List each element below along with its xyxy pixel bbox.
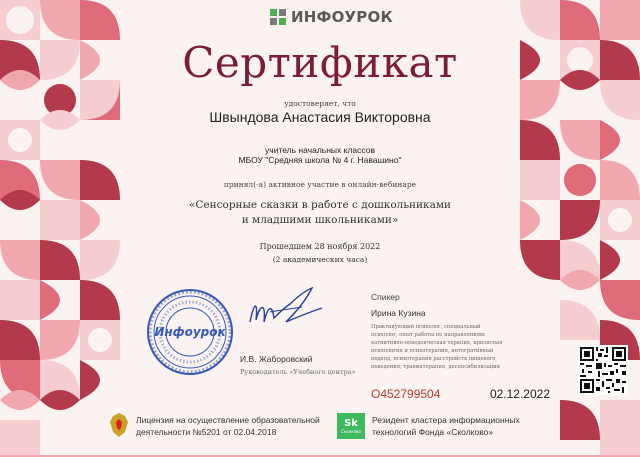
webinar-title-line2: и младшими школьниками» — [241, 214, 399, 226]
webinar-title-line1: «Сенсорные сказки в работе с дошкольниками — [188, 199, 452, 211]
speaker-bio-line: поведения, травматерапия, десенсибилизация — [371, 364, 500, 370]
speaker-bio-line: психология и психотерапия, интегративный — [371, 348, 494, 354]
director-title: Руководитель «Учебного центра» — [240, 368, 356, 376]
speaker-bio-line: подход, психотерапия расстройств пищевого — [371, 356, 496, 362]
skolkovo-logo — [337, 413, 365, 439]
speaker-name: Ирина Кузина — [371, 308, 426, 318]
skolkovo-line1: Резидент кластера информационных — [372, 415, 520, 425]
certificate-number: О452799504 — [371, 387, 441, 401]
infourok-logo — [270, 7, 393, 27]
skolkovo-badge-sub: Сколково — [341, 428, 361, 434]
recipient-school: МБОУ "Средняя школа № 4 г. Навашино" — [238, 155, 402, 165]
stamp-center-text: Инфоурок — [154, 325, 226, 339]
recipient-position: учитель начальных классов — [265, 145, 375, 155]
certificate-title: Сертификат — [182, 38, 458, 87]
speaker-bio-line: психолог, опыт работы по направлениям: — [371, 332, 486, 338]
coat-of-arms-icon — [108, 412, 130, 438]
speaker-label: Спикер — [371, 292, 400, 302]
logo-text: ИНФОУРОК — [291, 8, 393, 26]
left-ornament — [0, 0, 120, 457]
director-signature — [240, 282, 330, 338]
participation-text: принял(-а) активное участие в онлайн-вебинаре — [223, 180, 417, 189]
speaker-bio-line: когнитивно-поведенческая терапия, кризисная — [371, 340, 503, 346]
academic-hours: (2 академических часа) — [272, 255, 368, 264]
skolkovo-badge-text: Sk — [344, 417, 358, 429]
logo-mark-icon — [270, 9, 286, 25]
license-line1: Лицензия на осуществление образовательной — [136, 415, 320, 425]
certifies-text: удостоверяет, что — [284, 99, 356, 108]
qr-code[interactable] — [578, 345, 628, 395]
license-line2: деятельности №5201 от 02.04.2018 — [136, 427, 277, 437]
webinar-date: Прошедшем 28 ноября 2022 — [259, 242, 381, 251]
issue-date: 02.12.2022 — [489, 387, 550, 401]
skolkovo-line2: технологий Фонда «Сколково» — [372, 427, 494, 437]
director-name: И.В. Жаборовский — [240, 354, 313, 364]
organization-stamp — [146, 288, 234, 376]
speaker-bio — [371, 323, 531, 371]
recipient-name: Швындова Анастасия Викторовна — [209, 109, 431, 125]
speaker-bio-line: Практикующий психолог, специальный — [371, 324, 481, 330]
